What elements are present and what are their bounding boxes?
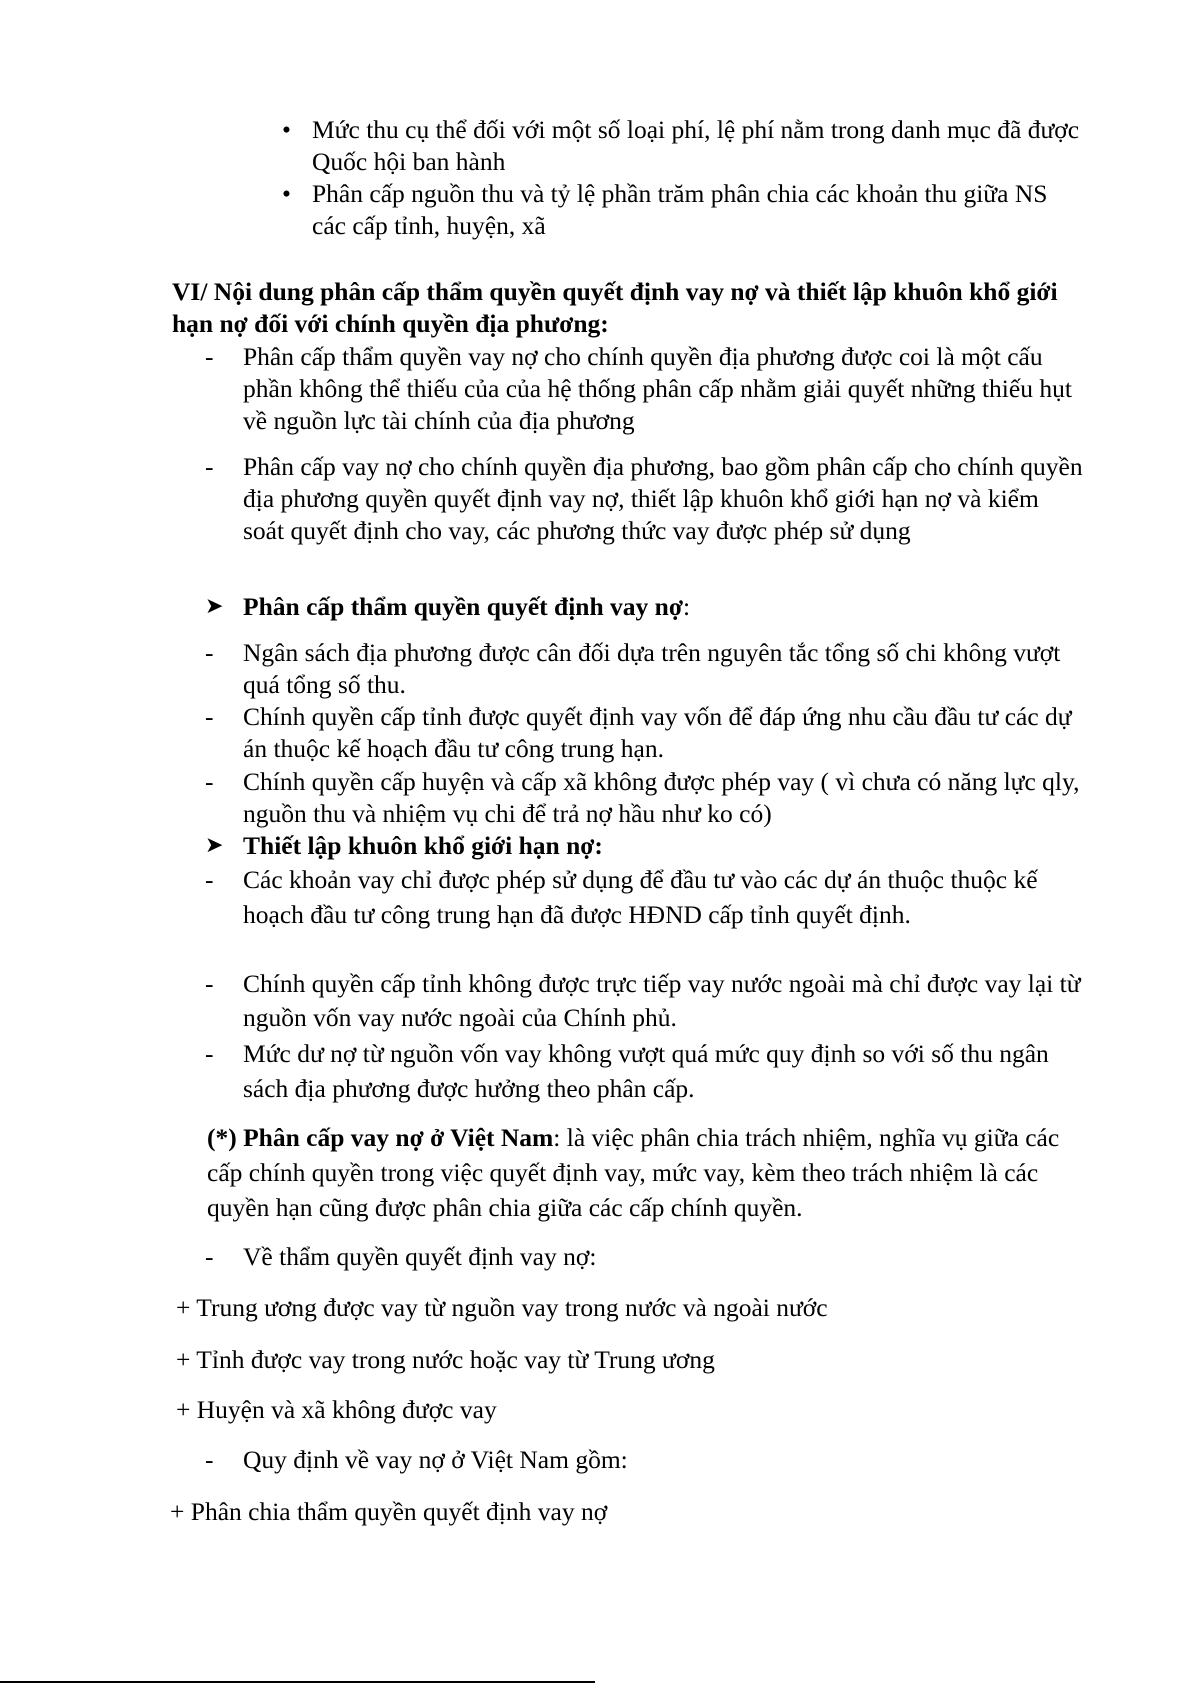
arrow-bullet-icon: ➤: [205, 594, 224, 619]
list-item-text: Chính quyền cấp huyện và cấp xã không được phép vay ( vì chưa có năng lực qly, nguồn thu và nhiệm vụ chi để trả nợ hầu như ko có): [243, 767, 1080, 828]
authority-label: Về thẩm quyền quyết định vay nợ:: [243, 1242, 597, 1271]
subheading-suffix: :: [682, 592, 691, 621]
subheading-authority: [205, 591, 1085, 623]
list-item: [205, 967, 1085, 1035]
list-item: [205, 637, 1085, 701]
footer-rule: [0, 1681, 595, 1683]
bullet-mark: •: [282, 179, 291, 208]
list-item: [205, 1036, 1085, 1106]
bullet-item: [282, 114, 1082, 178]
definition-paragraph: [207, 1120, 1087, 1225]
intro-item: [205, 341, 1085, 437]
authority-item: + Tỉnh được vay trong nước hoặc vay từ Trung ương: [176, 1345, 715, 1374]
definition-term: (*) Phân cấp vay nợ ở Việt Nam: [207, 1123, 554, 1152]
authority-item: + Trung ương được vay từ nguồn vay trong nước và ngoài nước: [176, 1293, 828, 1322]
list-item-text: Các khoản vay chỉ được phép sử dụng để đầu tư vào các dự án thuộc thuộc kế hoạch đầu tư công trung hạn đã được HĐND cấp tỉnh quyết định.: [243, 865, 1038, 929]
definition-text: : là việc phân chia trách nhiệm, nghĩa vụ giữa các cấp chính quyền trong việc quyết định vay, mức vay, kèm theo trách nhiệm là các quyền hạn cũng được phân chia giữa các cấp chính quyền.: [207, 1123, 1060, 1222]
intro-item-text: Phân cấp thẩm quyền vay nợ cho chính quyền địa phương được coi là một cấu phần không thể thiếu của của hệ thống phân cấp nhằm giải quyết những thiếu hụt về nguồn lực tài chính của địa phương: [243, 342, 1072, 435]
dash-mark: -: [205, 865, 214, 894]
subheading-title: Thiết lập khuôn khổ giới hạn nợ:: [243, 831, 603, 860]
list-item-text: Ngân sách địa phương được cân đối dựa trên nguyên tắc tổng số chi không vượt quá tổng số thu.: [243, 638, 1061, 699]
bullet-text: Mức thu cụ thể đối với một số loại phí, lệ phí nằm trong danh mục đã được Quốc hội ban hành: [312, 115, 1080, 176]
section-heading: VI/ Nội dung phân cấp thẩm quyền quyết định vay nợ và thiết lập khuôn khổ giới hạn nợ đối với chính quyền địa phương:: [172, 277, 1058, 338]
dash-mark: -: [205, 342, 214, 371]
dash-mark: -: [205, 1445, 214, 1474]
dash-mark: -: [205, 969, 214, 998]
arrow-bullet-icon: ➤: [205, 833, 224, 858]
bullet-text: Phân cấp nguồn thu và tỷ lệ phần trăm phân chia các khoản thu giữa NS các cấp tỉnh, huyện, xã: [312, 179, 1048, 240]
dash-mark: -: [205, 767, 214, 796]
dash-mark: -: [205, 452, 214, 481]
dash-mark: -: [205, 702, 214, 731]
dash-mark: -: [205, 1242, 214, 1271]
list-item: [205, 701, 1085, 765]
subheading-title: Phân cấp thẩm quyền quyết định vay nợ: [243, 592, 683, 621]
intro-item-text: Phân cấp vay nợ cho chính quyền địa phương, bao gồm phân cấp cho chính quyền địa phương quyền quyết định vay nợ, thiết lập khuôn khổ giới hạn nợ và kiểm soát quyết định cho vay, các phương thức vay được phép sử dụng: [243, 452, 1083, 545]
regulation-item: + Phân chia thẩm quyền quyết định vay nợ: [170, 1497, 608, 1526]
authority-item: + Huyện và xã không được vay: [176, 1395, 497, 1424]
intro-item: [205, 451, 1085, 547]
regulation-label: Quy định về vay nợ ở Việt Nam gồm:: [243, 1445, 628, 1474]
authority-label-row: [205, 1241, 1085, 1273]
list-item-text: Chính quyền cấp tỉnh không được trực tiếp vay nước ngoài mà chỉ được vay lại từ nguồn vốn vay nước ngoài của Chính phủ.: [243, 969, 1081, 1032]
list-item: [205, 766, 1085, 830]
regulation-label-row: [205, 1444, 1085, 1476]
list-item-text: Chính quyền cấp tỉnh được quyết định vay vốn để đáp ứng nhu cầu đầu tư các dự án thuộc kế hoạch đầu tư công trung hạn.: [243, 702, 1072, 763]
subheading-debt-limit: [205, 830, 1085, 862]
dash-mark: -: [205, 638, 214, 667]
list-item: [205, 862, 1085, 932]
dash-mark: -: [205, 1039, 214, 1068]
bullet-mark: •: [282, 115, 291, 144]
bullet-item: [282, 178, 1082, 242]
list-item-text: Mức dư nợ từ nguồn vốn vay không vượt quá mức quy định so với số thu ngân sách địa phương được hưởng theo phân cấp.: [243, 1039, 1049, 1103]
